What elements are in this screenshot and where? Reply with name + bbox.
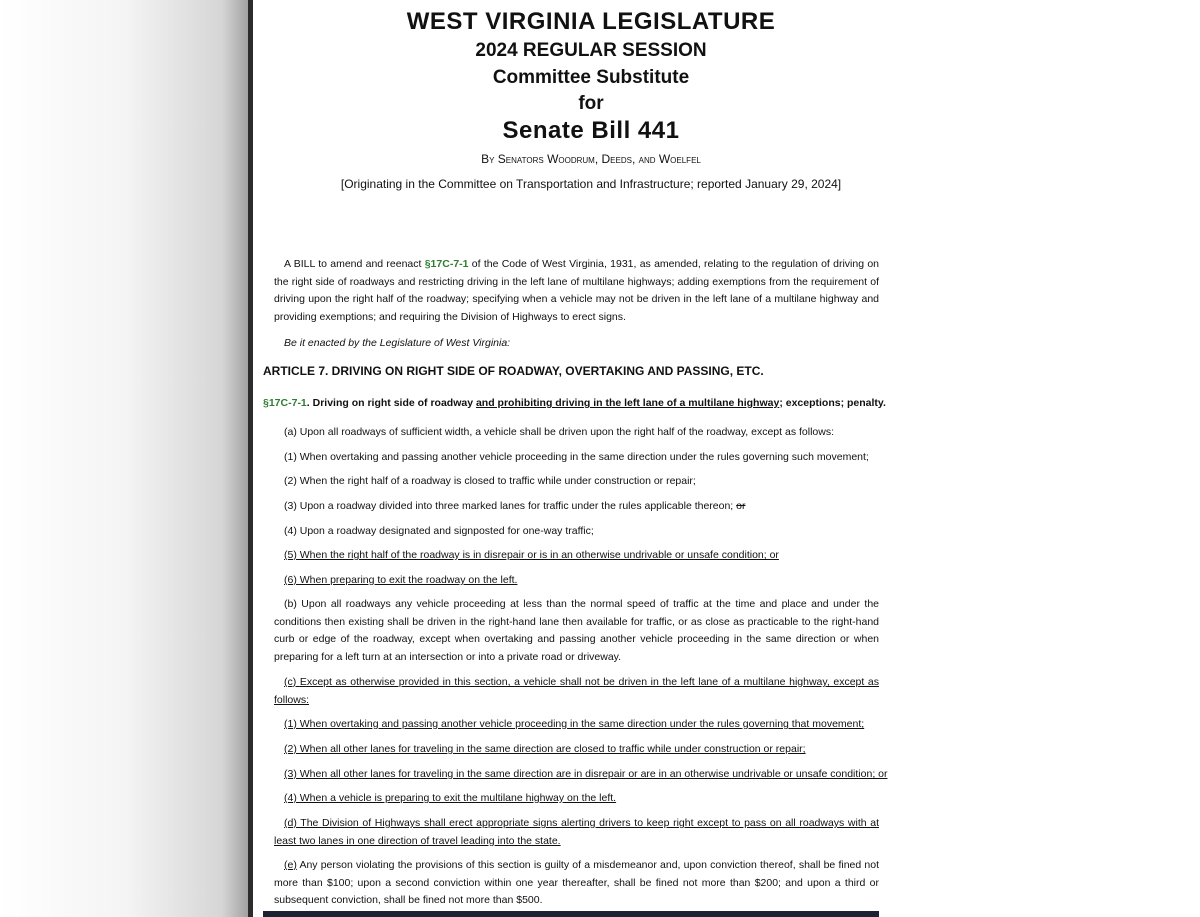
subsection-a5: (5) When the right half of the roadway is in disrepair or is in an otherwise undrivable or unsafe condition; or — [284, 549, 779, 561]
subsection-a2: (2) When the right half of a roadway is closed to traffic while under construction or repair; — [284, 475, 696, 487]
sponsors: By Senators Woodrum, Deeds, and Woelfel — [481, 152, 701, 166]
bill-page[interactable] — [253, 0, 1200, 917]
substitute-title: Committee Substitute — [492, 67, 690, 88]
bill-title-paragraph: A BILL to amend and reenact §17C-7-1 of the Code of West Virginia, 1931, as amended, relating to the regulation of driving on the right side of roadways and restricting driving in the left lane of multilane highways; adding exemptions from the requirement of driving upon the right half of the roadway; specifying when a vehicle may not be driven in the left lane of a multilane highway and providing exemptions; and requiring the Division of Highways to erect signs. — [274, 258, 879, 323]
section-heading: §17C-7-1. Driving on right side of roadway and prohibiting driving in the left lane of a multilane highway; exceptions; penalty. — [263, 397, 886, 409]
subsection-d: (d) The Division of Highways shall erect appropriate signs alerting drivers to keep right except to pass on all roadways with at least two lanes in one direction of travel leading into the state. — [274, 817, 879, 847]
subsection-a: (a) Upon all roadways of sufficient width, a vehicle shall be driven upon the right half of the roadway, except as follows: — [284, 426, 834, 438]
subsection-a6: (6) When preparing to exit the roadway on the left. — [284, 574, 518, 586]
bill-title: Senate Bill 441 — [502, 117, 680, 144]
subsection-c4: (4) When a vehicle is preparing to exit the multilane highway on the left. — [284, 792, 617, 804]
subsection-c2: (2) When all other lanes for traveling in the same direction are closed to traffic while under construction or repair; — [284, 743, 806, 755]
added-heading-text: and prohibiting driving in the left lane of a multilane highway — [475, 397, 780, 409]
subsection-c: (c) Except as otherwise provided in this section, a vehicle shall not be driven in the left lane of a multilane highway, except as follows: — [274, 676, 879, 706]
subsection-a3: (3) Upon a roadway divided into three marked lanes for traffic under the rules applicable thereon; or — [284, 500, 746, 512]
article-heading: ARTICLE 7. DRIVING ON RIGHT SIDE OF ROADWAY, OVERTAKING AND PASSING, ETC. — [263, 364, 764, 378]
window-shadow — [0, 0, 252, 917]
subsection-a1: (1) When overtaking and passing another vehicle proceeding in the same direction under the rules governing such movement; — [284, 451, 869, 463]
session-title: 2024 REGULAR SESSION — [475, 40, 707, 61]
code-reference-link[interactable]: §17C-7-1 — [424, 258, 469, 270]
for-word: for — [578, 93, 604, 114]
subsection-a4: (4) Upon a roadway designated and signposted for one-way traffic; — [284, 525, 594, 537]
bottom-bar — [263, 911, 879, 917]
legislature-title: WEST VIRGINIA LEGISLATURE — [406, 8, 776, 35]
section-reference-link[interactable]: §17C-7-1 — [263, 397, 307, 409]
struck-text: or — [736, 500, 746, 512]
subsection-c1: (1) When overtaking and passing another vehicle proceeding in the same direction under the rules governing that movement; — [284, 718, 865, 730]
origin-note: [Originating in the Committee on Transportation and Infrastructure; reported January 29, 2024] — [340, 177, 842, 191]
subsection-e: (e) Any person violating the provisions of this section is guilty of a misdemeanor and, upon conviction thereof, shall be fined not more than $100; upon a second conviction within one year thereafter, shall be fined not more than $200; and upon a third or subsequent conviction, shall be fined not more than $500. — [274, 859, 879, 907]
enacting-clause: Be it enacted by the Legislature of West Virginia: — [284, 337, 511, 349]
subsection-b: (b) Upon all roadways any vehicle proceeding at less than the normal speed of traffic at the time and place and under the conditions then existing shall be driven in the right-hand lane then available for traffic, or as close as practicable to the right-hand curb or edge of the roadway, except when overtaking and passing another vehicle proceeding in the same direction or when preparing for a left turn at an intersection or into a private road or driveway. — [274, 598, 879, 663]
subsection-c3: (3) When all other lanes for traveling in the same direction are in disrepair or are in an otherwise undrivable or unsafe condition; or — [284, 768, 888, 780]
